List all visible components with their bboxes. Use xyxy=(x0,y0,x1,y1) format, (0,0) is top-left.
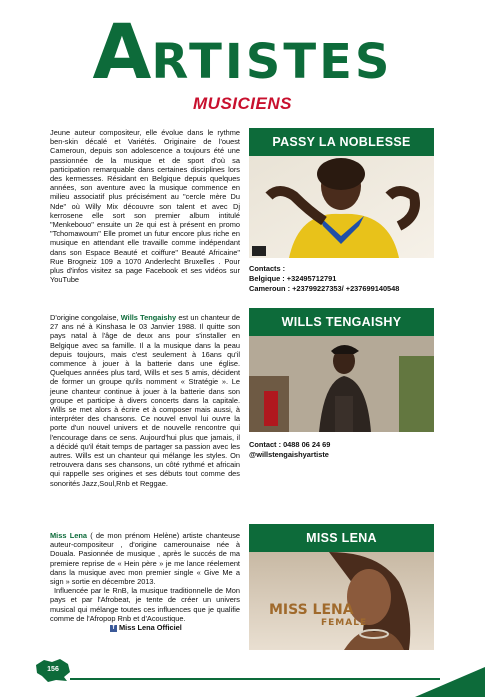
page-subtitle: MUSICIENS xyxy=(193,94,292,113)
contact-wills xyxy=(249,440,330,460)
photo-caption-1: MISS LENA xyxy=(269,602,354,618)
article-wills-text: D'origine congolaise, Wills Tengaishy est un chanteur de 27 ans né à Kinshasa le 03 Janvier 1988. Il quitte son pays natal à l'âge de deux ans pour s'installer en Belgique avec sa famille. Il a la musique dans la peau depuis toujours, mais c'est seulement à 16ans qu'il commence à jouer à la batterie dans une église. Quelques années plus tard, Wills et ses 5 amis, décident de former un groupe qu'ils nomment « Stratégie ». Le jeune chanteur continue à jouer à la batterie dans son groupe et participe à divers concerts dans la capitale. Wills se met alors à écrire et à composer mais aussi, à interpréter des chansons. Ce nouvel envol lui ouvre la porte d'un nouvel univers et de nouvelle rencontre qui l'encourage dans ce sens. Aujourd'hui plus que jamais, il a décidé qu'il était temps de partager sa passion avec les autres. Wills est un chanteur qui mélange les styles. On retrouvera dans ses chansons, un côté rythmé et africain qui rappelle ses origines et ses débuts tout comme des sonorités Jazz,Soul,Rnb et Reggae. xyxy=(50,313,240,488)
contact-line: Contact : 0488 06 24 69 xyxy=(249,440,331,449)
photo-passy xyxy=(249,156,434,258)
photo-lena xyxy=(249,552,434,650)
article-lena xyxy=(50,531,240,632)
footer-divider xyxy=(70,678,440,680)
contact-line: Contacts : xyxy=(249,264,286,273)
footer-corner-decoration xyxy=(415,667,485,697)
title-initial: A xyxy=(92,7,152,96)
page-title xyxy=(0,7,485,96)
facebook-icon: f xyxy=(110,625,117,632)
article-lena-text-2: Influencée par le RnB, la musique traditionnelle de Mon pays et par l'Afrobeat, je tente de créer un univers musical qui mélange toutes ces influences que je qualifie comme de l'Afropop Rnb et d'Acoustique. xyxy=(50,586,240,623)
photo-caption-2: FEMALE xyxy=(321,618,368,628)
contact-line: Cameroun : +23799227353/ +237699140548 xyxy=(249,284,400,293)
facebook-link[interactable]: f Miss Lena Officiel xyxy=(50,623,240,632)
title-rest: RTISTES xyxy=(151,34,393,90)
artist-name-wills: WILLS TENGAISHY xyxy=(249,308,434,336)
page-number: 156 xyxy=(47,666,59,673)
photo-wills xyxy=(249,336,434,432)
highlight-lena: Miss Lena xyxy=(50,531,87,540)
article-wills xyxy=(50,313,240,488)
article-passy xyxy=(50,128,240,284)
highlight-wills: Wills Tengaishy xyxy=(120,313,177,322)
article-lena-text: Miss Lena ( de mon prénom Helène) artiste chanteuse auteur-compositeur , d'origine camerounaise née à Douala. Pasionnée de musique , après le succés de ma premiere reprise de « Hein père » je me lance réelement dans la musique avec mon premier single « Give Me a sign » sortie en décembre 2013. xyxy=(50,531,241,587)
contact-line: Belgique : +32495712791 xyxy=(249,274,337,283)
artist-name-passy: PASSY LA NOBLESSE xyxy=(249,128,434,156)
artist-name-lena: MISS LENA xyxy=(249,524,434,552)
article-passy-text: Jeune auteur compositeur, elle évolue dans le rythme ben-skin décalé et Variétés. Originaire de l'ouest Cameroun, depuis son adolescence a toujours été une passionnée de la musique et de sport d'où sa participation remarquable dans certaines disciplines lors des kermesses. Résidant en Belgique depuis quelques années, son aventure avec la musique commence en milieu associatif plus précisément au "cercle mère Du Nde" où Willy Mix découvre son talent et avec Dj kerrosene elle sort son premier album intitulé "Menkebouo" ensuite un 2e qui est à présent en promo "Tchomawoum" Elle promet un futur encore plus riche en musique en attendant elle travaille comme indépendant dans son Espace Beauté et coiffure" Beauté Africaine" Rue Brogneiz 109 a 1070 Anderlecht Bruxelles . Pour plus d'infos visitez sa page Facebook et ses vidéos sur YouTube xyxy=(50,128,240,285)
contact-passy xyxy=(249,264,399,294)
contact-line: @willstengaishyartiste xyxy=(249,450,329,459)
